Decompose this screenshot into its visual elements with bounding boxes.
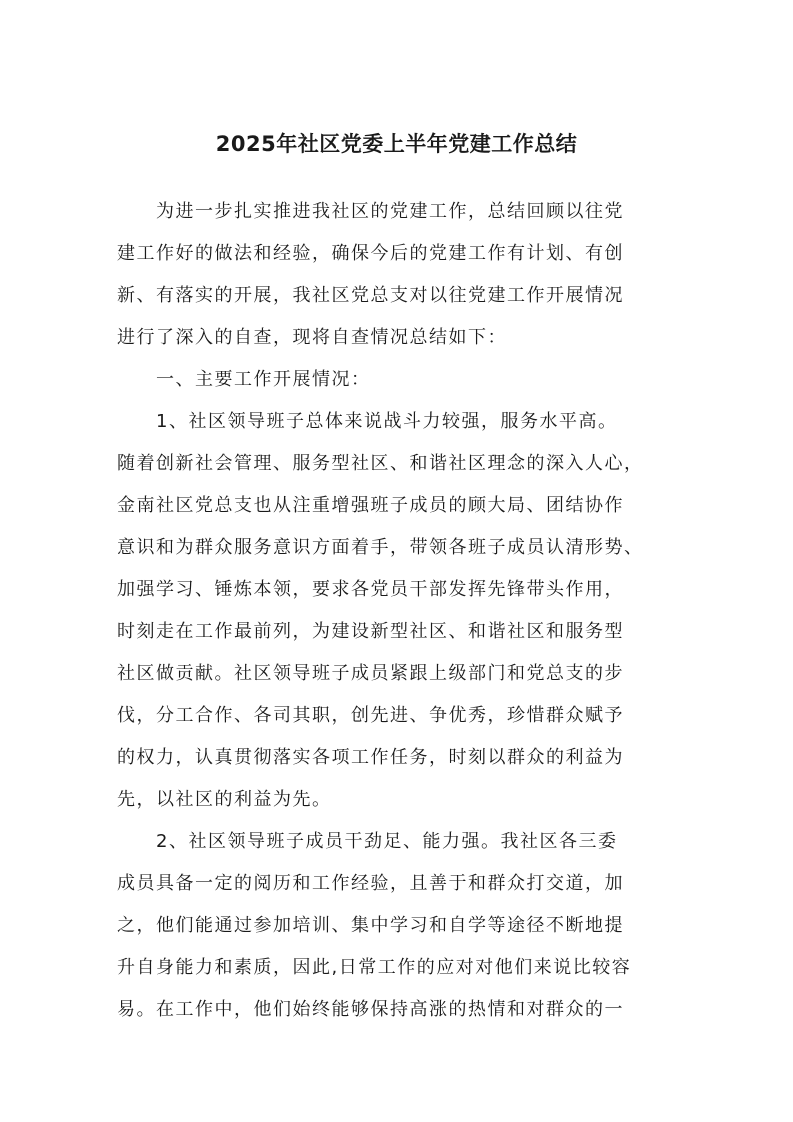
text-line: 易。在工作中，他们始终能够保持高涨的热情和对群众的一 <box>117 999 624 1020</box>
text-line: 建工作好的做法和经验，确保今后的党建工作有计划、有创 <box>117 243 624 264</box>
text-line: 升自身能力和素质，因此,日常工作的应对对他们来说比较容 <box>117 957 632 978</box>
text-line: 2、社区领导班子成员干劲足、能力强。我社区各三委 <box>117 831 618 852</box>
text-line: 新、有落实的开展，我社区党总支对以往党建工作开展情况 <box>117 285 624 306</box>
text-line: 伐，分工合作、各司其职，创先进、争优秀，珍惜群众赋予 <box>117 705 624 726</box>
text-line: 加强学习、锤炼本领，要求各党员干部发挥先锋带头作用， <box>117 579 624 600</box>
text-line: 为进一步扎实推进我社区的党建工作，总结回顾以往党 <box>117 201 624 222</box>
text-line: 意识和为群众服务意识方面着手，带领各班子成员认清形势、 <box>117 537 644 558</box>
document-title: 2025年社区党委上半年党建工作总结 <box>215 132 578 156</box>
text-line: 金南社区党总支也从注重增强班子成员的顾大局、团结协作 <box>117 495 624 516</box>
text-line: 随着创新社会管理、服务型社区、和谐社区理念的深入人心， <box>117 453 644 474</box>
document-body <box>117 191 677 1031</box>
text-line: 之，他们能通过参加培训、集中学习和自学等途径不断地提 <box>117 915 624 936</box>
text-line: 进行了深入的自查，现将自查情况总结如下： <box>117 327 507 348</box>
text-line: 1、社区领导班子总体来说战斗力较强，服务水平高。 <box>117 411 618 432</box>
text-line: 成员具备一定的阅历和工作经验，且善于和群众打交道，加 <box>117 873 624 894</box>
section-heading: 一、主要工作开展情况： <box>117 369 371 390</box>
text-line: 时刻走在工作最前列，为建设新型社区、和谐社区和服务型 <box>117 621 624 642</box>
text-line: 社区做贡献。社区领导班子成员紧跟上级部门和党总支的步 <box>117 663 624 684</box>
text-line: 先，以社区的利益为先。 <box>117 789 332 810</box>
text-line: 的权力，认真贯彻落实各项工作任务，时刻以群众的利益为 <box>117 747 624 768</box>
